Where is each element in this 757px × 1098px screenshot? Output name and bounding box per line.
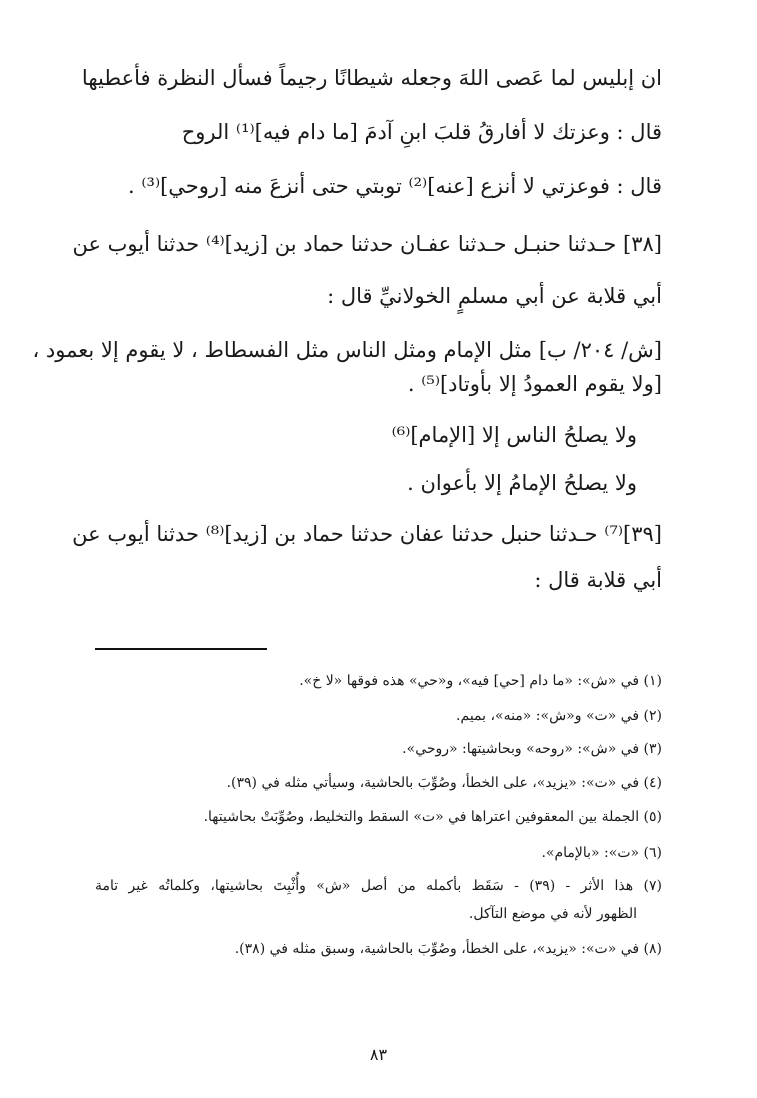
body-line-11: أبي قلابة قال : [534,568,662,592]
body-line-7: [ولا يقوم العمودُ إلا بأوتاد]⁽⁵⁾ . [407,372,662,396]
body-line-10: [٣٩]⁽⁷⁾ حـدثنا حنبل حدثنا عفان حدثنا حماد بن [زيد]⁽⁸⁾ حدثنا أيوب عن [72,522,662,546]
footnote-7-continuation: الظهور لأنه في موضع التآكل. [468,906,637,922]
footnote-separator [95,648,267,650]
footnote-4: (٤) في «ت»: «يزيد»، على الخطأ، وصُوِّبَ بالحاشية، وسيأتي مثله في (٣٩). [226,775,662,791]
body-line-3: قال : فوعزتي لا أنزع [عنه]⁽²⁾ توبتي حتى أنزعَ منه [روحي]⁽³⁾ . [128,174,662,198]
footnote-5: (٥) الجملة بين المعقوفين اعتراها في «ت» السقط والتخليط، وصُوِّبَتْ بحاشيتها. [203,809,662,825]
body-line-1: ان إبليس لما عَصى اللهَ وجعله شيطانًا رجيماً فسأل النظرة فأعطيها [81,66,662,90]
footnote-2: (٢) في «ت» و«ش»: «منه»، بميم. [456,708,662,724]
body-line-6: [ش/ ٢٠٤/ ب] مثل الإمام ومثل الناس مثل الفسطاط ، لا يقوم إلا بعمود ، [32,338,662,362]
body-line-5: أبي قلابة عن أبي مسلمٍ الخولانيِّ قال : [327,284,662,308]
footnote-8: (٨) في «ت»: «يزيد»، على الخطأ، وصُوِّبَ بالحاشية، وسبق مثله في (٣٨). [234,941,662,957]
body-line-4: [٣٨] حـدثنا حنبـل حـدثنا عفـان حدثنا حماد بن [زيد]⁽⁴⁾ حدثنا أيوب عن [72,232,662,256]
footnote-6: (٦) «ت»: «بالإمام». [541,845,662,861]
page-number: ٨٣ [369,1045,388,1064]
body-line-2: قال : وعزتك لا أفارقُ قلبَ ابنِ آدمَ [ما دام فيه]⁽¹⁾ الروح [181,120,662,144]
footnote-7: (٧) هذا الأثر - (٣٩) - سَقَط بأكمله من أصل «ش» وأُثْبِتَ بحاشيتها، وكلماتُه غير تامة [95,878,662,894]
body-line-9: ولا يصلحُ الإمامُ إلا بأعوان . [407,471,637,495]
footnote-3: (٣) في «ش»: «روحه» وبحاشيتها: «روحي». [402,741,662,757]
body-line-8: ولا يصلحُ الناس إلا [الإمام]⁽⁶⁾ [391,423,637,447]
footnote-1: (١) في «ش»: «ما دام [حي] فيه»، و«حي» هذه فوقها «لا خ». [299,673,662,689]
